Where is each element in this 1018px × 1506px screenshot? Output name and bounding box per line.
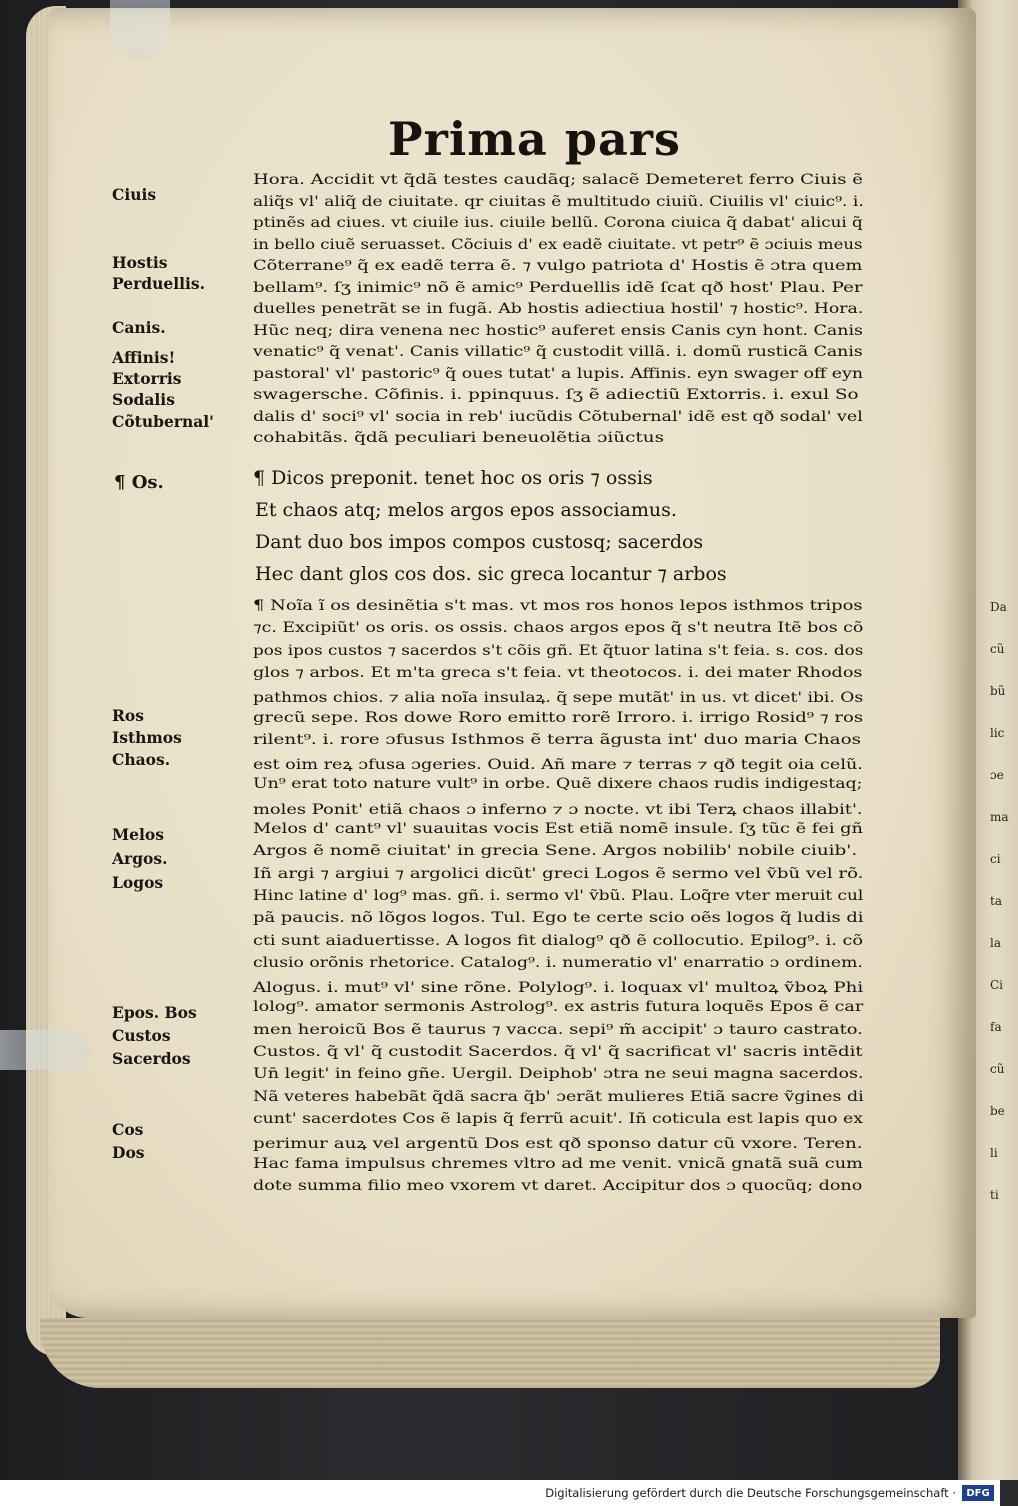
margin-label: Melos <box>112 825 164 844</box>
dfg-logo: DFG <box>962 1485 994 1501</box>
text-line: pos ipos custos ⁊ sacerdos s't cõis gñ. Et q̃tuor latina s't feia. s. cos. dos <box>253 642 864 659</box>
text-line: swagersche. Cõfinis. i. ppinquus. ſʒ ẽ adiectiũ Extorris. i. exul So <box>253 387 859 403</box>
text-line: clusio orõnis rhetorice. Catalog⁹. i. numeratio vl' enarratio ɔ ordinem. <box>253 954 863 971</box>
facing-page-fragment: be <box>990 1104 1005 1118</box>
margin-label: Chaos. <box>112 750 171 769</box>
text-line: ⁊c. Excipiũt' os oris. os ossis. chaos argos epos q̃ s't neutra Itẽ bos cõ <box>253 620 864 637</box>
margin-label: Isthmos <box>112 728 182 747</box>
text-line: lolog⁹. amator sermonis Astrolog⁹. ex astris futura loquẽs Epos ẽ car <box>253 999 864 1016</box>
text-line: perimur auꝝ vel argentũ Dos est qð sponso datur cũ vxore. Teren. <box>253 1136 863 1153</box>
verse-line: Dant duo bos impos compos custosq; sacerdos <box>255 531 704 553</box>
text-line: pastoral' vl' pastoric⁹ q̃ oues tutat' a lupis. Affinis. eyn swager off eyn <box>253 365 864 382</box>
facing-page-fragment: ma <box>990 810 1009 824</box>
margin-label: Logos <box>112 873 164 892</box>
text-line: Iñ argi ⁊ argiui ⁊ argolici dicũt' greci Logos ẽ sermo vel ṽbũ vel rõ. <box>253 865 864 882</box>
text-line: grecũ sepe. Ros dowe Roro emitto rorẽ Irroro. i. irrigo Rosid⁹ ⁊ ros <box>253 709 864 726</box>
text-line: Cõterrane⁹ q̃ ex eadẽ terra ẽ. ⁊ vulgo patriota d' Hostis ẽ ɔtra quem <box>253 258 863 274</box>
margin-label: Ciuis <box>112 185 157 204</box>
margin-label: Argos. <box>112 849 168 868</box>
text-line: venatic⁹ q̃ venat'. Canis villatic⁹ q̃ custodit villã. i. domũ rusticã Canis <box>253 344 863 360</box>
text-line: rilent⁹. i. rore ɔfusus Isthmos ẽ terra ãgusta int' duo maria Chaos <box>253 731 862 748</box>
text-line: Melos d' cant⁹ vl' suauitas vocis Est etiã nomẽ insule. ſʒ tũc ẽ fei gñ <box>253 821 863 837</box>
page-heading: Prima pars <box>388 112 681 166</box>
text-line: pã paucis. nõ lõgos logos. Tul. Ego te certe scio oẽs logos q̃ ludis di <box>253 910 864 927</box>
text-line: men heroicũ Bos ẽ taurus ⁊ vacca. sepi⁹ m̃ accipit' ɔ tauro castrato. <box>253 1021 863 1038</box>
page-clip-left <box>0 1030 90 1070</box>
text-line: glos ⁊ arbos. Et m'ta greca s't feia. vt theotocos. i. dei mater Rhodos <box>253 664 863 681</box>
text-line: Argos ẽ nomẽ ciuitat' in grecia Sene. Argos nobilib' nobile ciuib'. <box>253 843 858 860</box>
facing-page-fragment: li <box>990 1146 998 1160</box>
margin-label: ¶ Os. <box>114 472 164 493</box>
facing-page-fragment: fa <box>990 1020 1002 1034</box>
margin-label: Custos <box>112 1026 171 1045</box>
text-line: pathmos chios. ⁊ alia noĩa insulaꝝ. q̃ sepe mutãt' in us. vt dicet' ibi. Os <box>253 690 864 707</box>
facing-page-fragment: cũ <box>990 642 1005 656</box>
text-line: Nã veteres habebãt q̃dã sacra q̃b' ɔerãt mulieres Etiã sacre ṽgines di <box>253 1088 864 1105</box>
verse-line: Et chaos atq; melos argos epos associamus. <box>255 499 677 521</box>
text-line: dalis d' soci⁹ vl' socia in reb' iucũdis Cõtubernal' idẽ est qð sodal' vel <box>253 408 863 425</box>
facing-page-fragment: Da <box>990 600 1007 614</box>
text-line: Hinc latine d' log⁹ mas. gñ. i. sermo vl' ṽbũ. Plau. Loq̃re vter meruit cul <box>253 887 864 904</box>
page-bottom-edge <box>40 1318 940 1388</box>
text-line: Alogus. i. mut⁹ vl' sine rõne. Polylog⁹. i. loquax vl' multoꝝ ṽboꝝ Phi <box>253 980 864 997</box>
text-line: in bello ciuẽ seruasset. Cõciuis d' ex eadẽ ciuitate. vt petr⁹ ẽ ɔciuis meus <box>253 236 863 253</box>
footer-bar <box>0 1480 1000 1506</box>
text-line: ptinẽs ad ciues. vt ciuile ius. ciuile bellũ. Corona ciuica q̃ dabat' alicui q̃ <box>253 215 863 231</box>
text-line: duelles penetrãt se in fugã. Ab hostis adiectiua hostil' ⁊ hostic⁹. Hora. <box>253 301 864 317</box>
text-line: moles Ponit' etiã chaos ɔ inferno ⁊ ɔ nocte. vt ibi Terꝝ chaos illabit'. <box>253 801 863 818</box>
facing-page-fragment: lic <box>990 726 1005 740</box>
text-line: est oim reꝝ ɔfusa ɔgeries. Ouid. Añ mare ⁊ terras ⁊ qð tegit oia celũ. <box>253 757 863 774</box>
text-line: ¶ Noĩa ĩ os desinẽtia s't mas. vt mos ros honos lepos isthmos tripos <box>253 598 863 614</box>
margin-label: Sacerdos <box>112 1049 191 1068</box>
verse-line: Hec dant glos cos dos. sic greca locantur ⁊ arbos <box>255 563 727 585</box>
margin-label: Cõtubernal' <box>112 412 214 431</box>
text-line: dote summa filio meo vxorem vt daret. Accipitur dos ɔ quocũq; dono <box>253 1177 863 1194</box>
facing-page-fragment: ti <box>990 1188 999 1202</box>
text-line: cunt' sacerdotes Cos ẽ lapis q̃ ferrũ acuit'. Iñ coticula est lapis quo ex <box>253 1110 864 1127</box>
text-line: Hac fama impulsus chremes vltro ad me venit. vnicã gnatã suã cum <box>253 1155 863 1172</box>
text-line: cti sunt aiaduertisse. A logos fit dialog⁹ qð ẽ collocutio. Epilog⁹. i. cõ <box>253 932 863 949</box>
margin-label: Perduellis. <box>112 274 206 293</box>
text-line: cohabitãs. q̃dã peculiari beneuolẽtia ɔiũctus <box>253 430 665 446</box>
margin-label: Affinis! <box>112 348 176 367</box>
margin-label: Extorris <box>112 369 182 388</box>
margin-label: Dos <box>112 1143 145 1162</box>
facing-page-fragment: bũ <box>990 684 1006 698</box>
funding-notice: Digitalisierung gefördert durch die Deutsche Forschungsgemeinschaft · <box>545 1486 956 1500</box>
text-line: Un⁹ erat toto nature vult⁹ in orbe. Quẽ dixere chaos rudis indigestaq; <box>253 776 863 793</box>
facing-page-fragment: ta <box>990 894 1002 908</box>
margin-label: Canis. <box>112 318 166 337</box>
facing-page-fragment: la <box>990 936 1001 950</box>
facing-page-fragment: Ci <box>990 978 1004 992</box>
text-line: aliq̃s vl' aliq̃ de ciuitate. qr ciuitas ẽ multitudo ciuiũ. Ciuilis vl' ciuic⁹. i. <box>253 193 864 210</box>
facing-page-fragment: cũ <box>990 1062 1005 1076</box>
verse-line: ¶ Dicos preponit. tenet hoc os oris ⁊ ossis <box>253 467 653 489</box>
text-line: Hũc neq; dira venena nec hostic⁹ auferet ensis Canis cyn hont. Canis <box>253 322 863 339</box>
text-line: bellam⁹. ſʒ inimic⁹ nõ ẽ amic⁹ Perduellis idẽ ſcat qð host' Plau. Per <box>253 279 863 296</box>
margin-label: Epos. Bos <box>112 1003 197 1022</box>
facing-page-fragment: ci <box>990 852 1001 866</box>
margin-label: Sodalis <box>112 390 175 409</box>
page-clip-top <box>110 0 170 60</box>
margin-label: Hostis <box>112 253 168 272</box>
facing-page-fragment: ɔe <box>990 768 1004 782</box>
text-line: Un̄ legit' in feino gñe. Uergil. Deiphob' ɔtra ne seui magna sacerdos. <box>253 1066 864 1083</box>
margin-label: Ros <box>112 706 144 725</box>
margin-label: Cos <box>112 1120 144 1139</box>
text-line: Custos. q̃ vl' q̃ custodit Sacerdos. q̃ vl' q̃ sacrificat vl' sacris intẽdit <box>253 1044 863 1060</box>
text-line: Hora. Accidit vt q̃dã testes caudãq; salacẽ Demeteret ferro Ciuis ẽ <box>253 172 864 188</box>
